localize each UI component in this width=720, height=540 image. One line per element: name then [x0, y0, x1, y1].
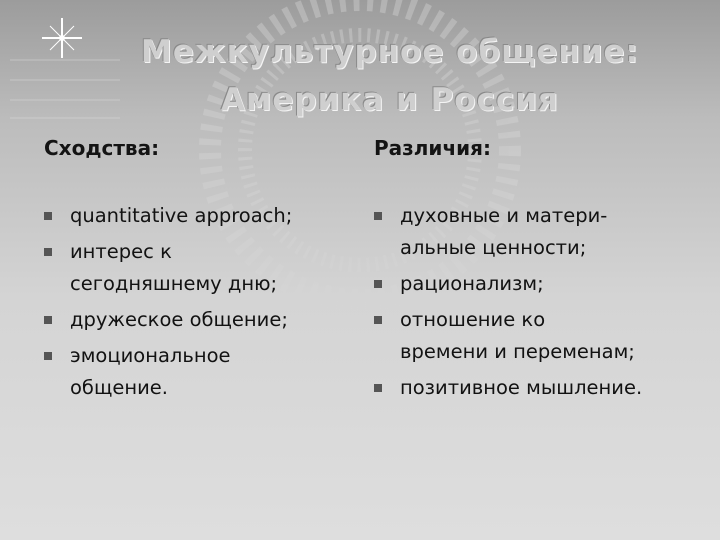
list-item	[44, 304, 354, 336]
differences-list	[374, 200, 704, 404]
list-item	[374, 200, 704, 264]
list-item-text: quantitative approach;	[70, 204, 293, 227]
list-item	[44, 340, 354, 404]
list-item-text: отношение ко	[400, 308, 546, 331]
list-item-text: позитивное мышление.	[400, 376, 643, 399]
list-item-text: рационализм;	[400, 272, 544, 295]
square-bullet-icon	[44, 352, 52, 360]
square-bullet-icon	[374, 280, 382, 288]
similarities-list	[44, 200, 354, 404]
square-bullet-icon	[44, 316, 52, 324]
list-item-text: сегодняшнему дню;	[70, 272, 278, 295]
list-item-text: эмоциональное	[70, 344, 231, 367]
list-item	[374, 372, 704, 404]
differences-column	[374, 130, 704, 408]
list-item-text: общение.	[70, 376, 168, 399]
differences-header: Различия:	[374, 136, 492, 160]
square-bullet-icon	[374, 384, 382, 392]
square-bullet-icon	[374, 316, 382, 324]
square-bullet-icon	[44, 212, 52, 220]
similarities-header: Сходства:	[44, 136, 160, 160]
slide-title	[140, 28, 640, 124]
list-item-text: времени и переменам;	[400, 340, 635, 363]
list-item	[44, 236, 354, 300]
list-item-text: альные ценности;	[400, 236, 587, 259]
similarities-column	[44, 130, 354, 408]
list-item	[374, 268, 704, 300]
square-bullet-icon	[374, 212, 382, 220]
list-item-text: дружеское общение;	[70, 308, 288, 331]
list-item-text: интерес к	[70, 240, 172, 263]
square-bullet-icon	[44, 248, 52, 256]
slide-title-line-1: Межкультурное общение:	[141, 34, 639, 70]
list-item-text: духовные и матери-	[400, 204, 608, 227]
sparkle-icon	[42, 18, 82, 58]
list-item	[44, 200, 354, 232]
slide-title-line-2: Америка и Россия	[221, 82, 559, 118]
list-item	[374, 304, 704, 368]
